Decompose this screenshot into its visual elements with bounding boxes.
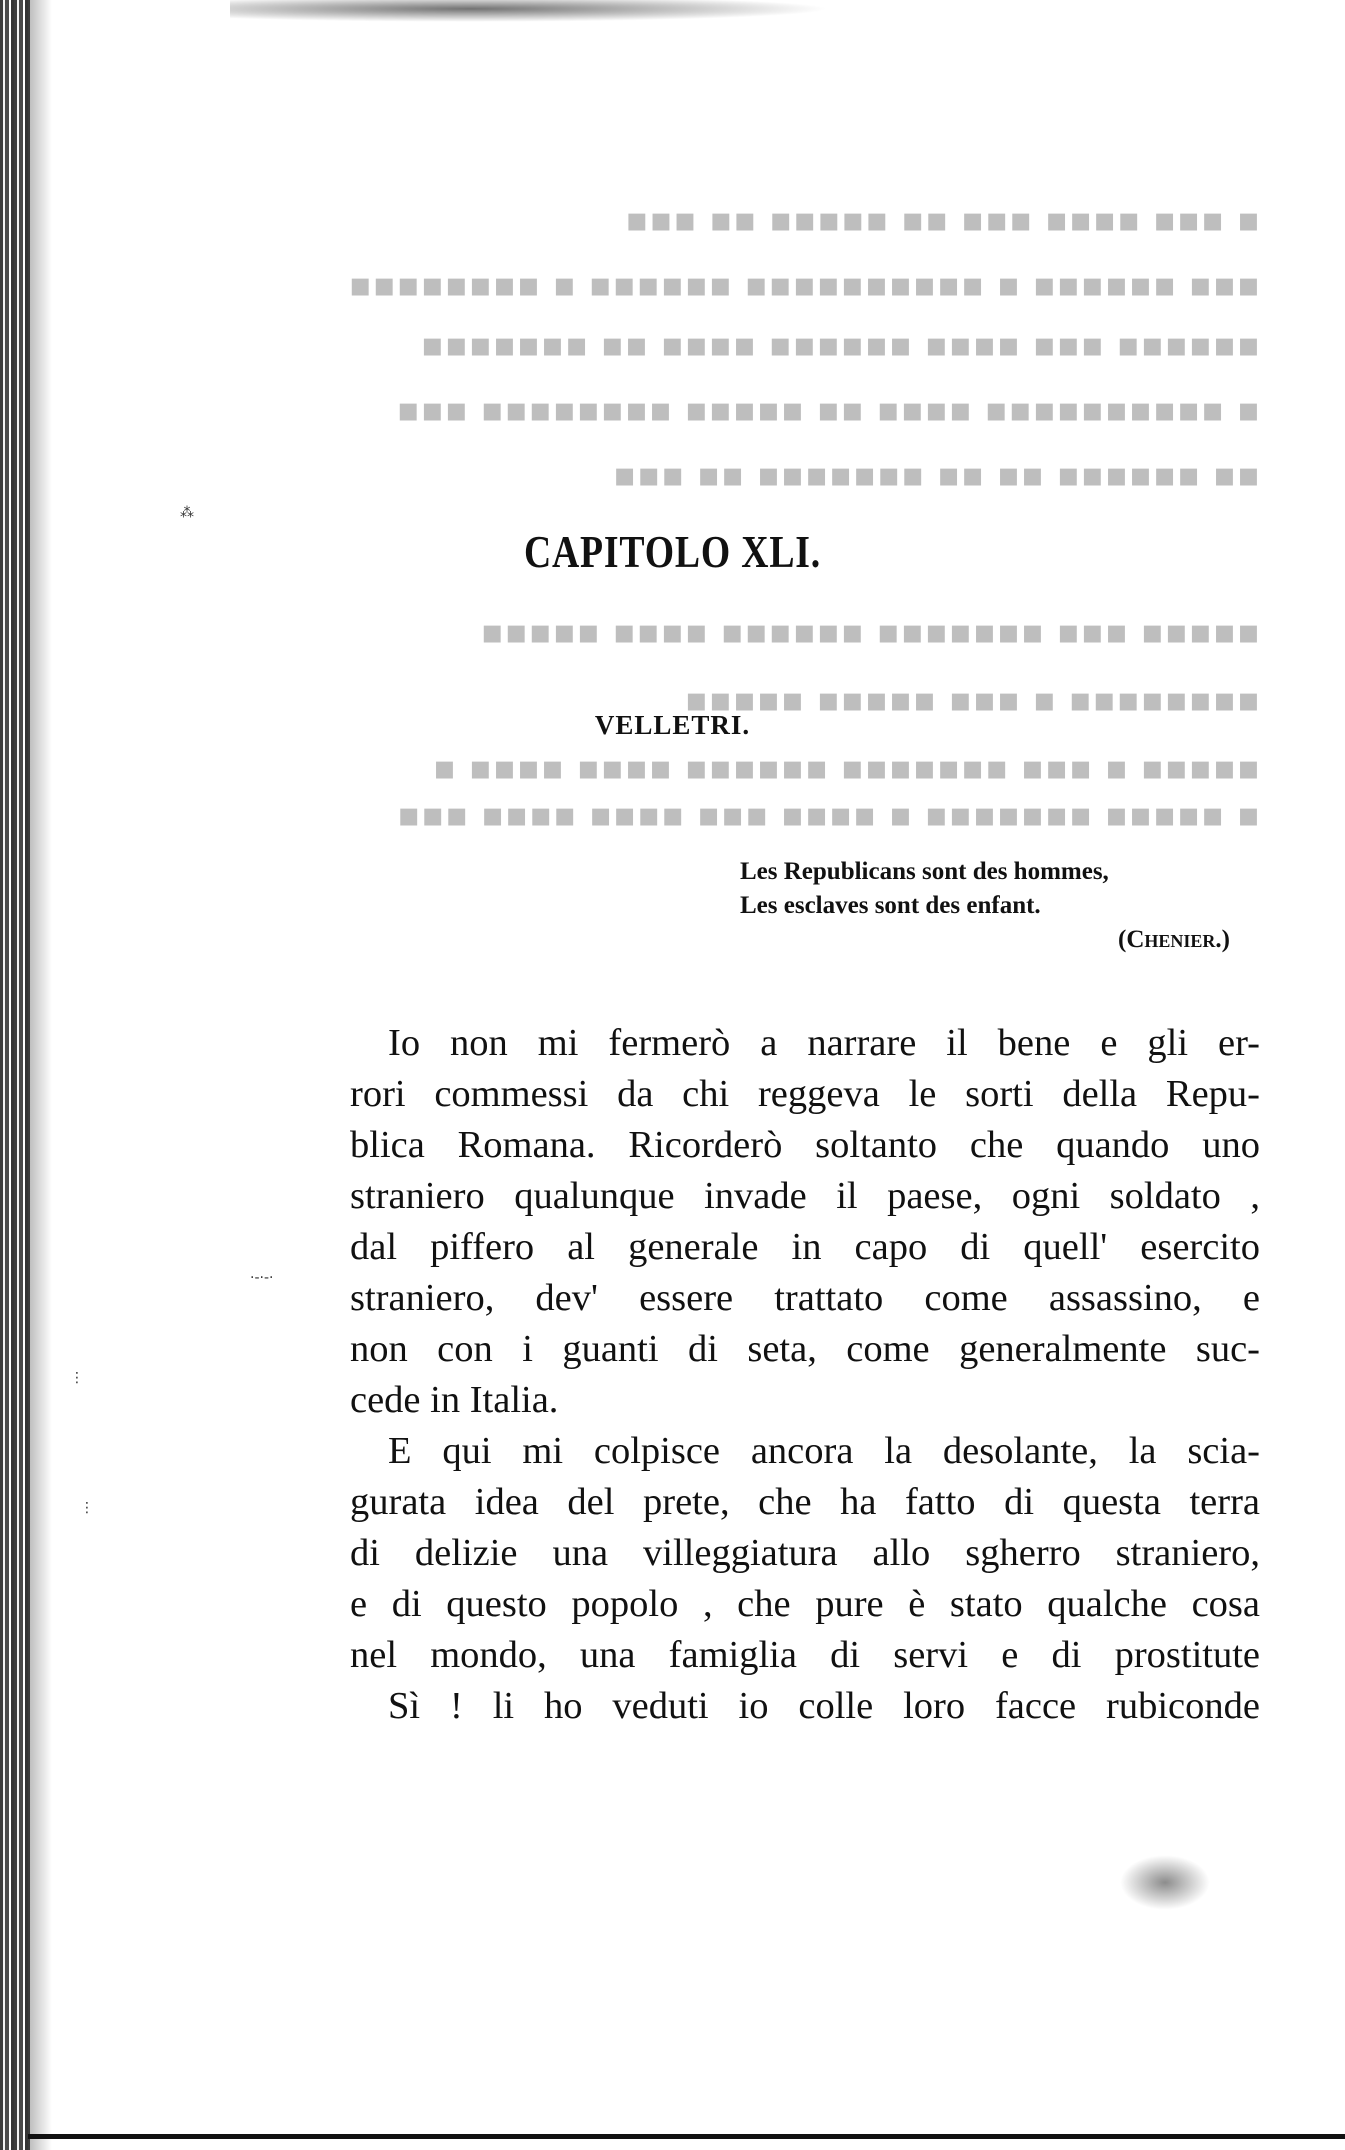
bleed-through-line: ▪ ▪▪▪▪▪▪▪▪▪▪ ▪▪▪▪ ▪▪ ▪▪▪▪▪ ▪▪▪▪▪▪▪▪ ▪▪▪ (395, 390, 1260, 430)
epigraph-attribution: (Chenier.) (1118, 926, 1230, 953)
text-line: blica Romana. Ricorderò soltanto che quando uno (350, 1124, 1260, 1166)
text-line: rori commessi da chi reggeva le sorti della Repu- (350, 1073, 1260, 1115)
bleed-through-line: ▪▪▪ ▪▪▪▪▪▪ ▪ ▪▪▪▪▪▪▪▪▪▪ ▪▪▪▪▪▪ ▪ ▪▪▪▪▪▪▪▪ (347, 265, 1260, 305)
text-line: cede in Italia. (350, 1379, 559, 1421)
bleed-through-line: ▪▪▪▪▪▪ ▪▪▪ ▪▪▪▪ ▪▪▪▪▪▪ ▪▪▪▪ ▪▪ ▪▪▪▪▪▪▪ (419, 325, 1260, 365)
bleed-through-line: ▪▪▪▪▪ ▪ ▪▪▪ ▪▪▪▪▪▪▪ ▪▪▪▪▪▪ ▪▪▪▪ ▪▪▪▪ ▪ (432, 748, 1260, 788)
chapter-body (350, 1018, 1260, 1732)
text-line: E qui mi colpisce ancora la desolante, la scia- (388, 1430, 1260, 1472)
text-line: nel mondo, una famiglia di servi e di prostitute (350, 1634, 1260, 1676)
epigraph (740, 855, 1260, 957)
text-line: Io non mi fermerò a narrare il bene e gli er- (388, 1022, 1260, 1064)
bleed-through-line: ▪ ▪▪▪▪▪ ▪▪▪▪▪▪▪ ▪ ▪▪▪▪ ▪▪▪ ▪▪▪▪ ▪▪▪▪ ▪▪▪ (396, 795, 1260, 835)
text-line: e di questo popolo , che pure è stato qualche cosa (350, 1583, 1260, 1625)
page-binding-edge (0, 0, 30, 2150)
bleed-through-line: ▪ ▪▪▪ ▪▪▪▪ ▪▪▪ ▪▪ ▪▪▪▪▪ ▪▪ ▪▪▪ (624, 200, 1260, 240)
text-line: dal piffero al generale in capo di quell' esercito (350, 1226, 1260, 1268)
text-line: non con i guanti di seta, come generalmente suc- (350, 1328, 1260, 1370)
ink-blot (1120, 1855, 1210, 1910)
scan-speck: ·‐·‐· (250, 1270, 274, 1286)
chapter-subtitle: VELLETRI. (594, 710, 751, 740)
page-bottom-edge (28, 2134, 1345, 2139)
text-line: straniero, dev' essere trattato come assassino, e (350, 1277, 1260, 1319)
scan-speck: ⋮ (80, 1500, 94, 1516)
text-line: di delizie una villeggiatura allo sgherro straniero, (350, 1532, 1260, 1574)
bleed-through-line: ▪▪▪▪▪▪▪▪ ▪ ▪▪▪ ▪▪▪▪▪ ▪▪▪▪▪ (683, 680, 1260, 720)
scan-speck: ⁂ (180, 505, 194, 521)
epigraph-line: Les esclaves sont des enfant. (740, 892, 1041, 919)
bleed-through-line: ▪▪ ▪▪▪▪▪▪ ▪▪ ▪▪ ▪▪▪▪▪▪▪ ▪▪ ▪▪▪ (612, 455, 1260, 495)
text-line: straniero qualunque invade il paese, ogni soldato , (350, 1175, 1260, 1217)
top-ink-smudge (230, 0, 830, 22)
chapter-title: CAPITOLO XLI. (523, 526, 822, 577)
scan-speck: ⋮ (70, 1370, 84, 1386)
text-line: gurata idea del prete, che ha fatto di questa terra (350, 1481, 1260, 1523)
text-line: Sì ! li ho veduti io colle loro facce rubiconde (388, 1685, 1260, 1727)
epigraph-line: Les Republicans sont des hommes, (740, 858, 1109, 885)
page-binding-shadow (30, 0, 52, 2150)
bleed-through-line: ▪▪▪▪▪ ▪▪▪ ▪▪▪▪▪▪▪ ▪▪▪▪▪▪ ▪▪▪▪ ▪▪▪▪▪ (479, 612, 1260, 652)
